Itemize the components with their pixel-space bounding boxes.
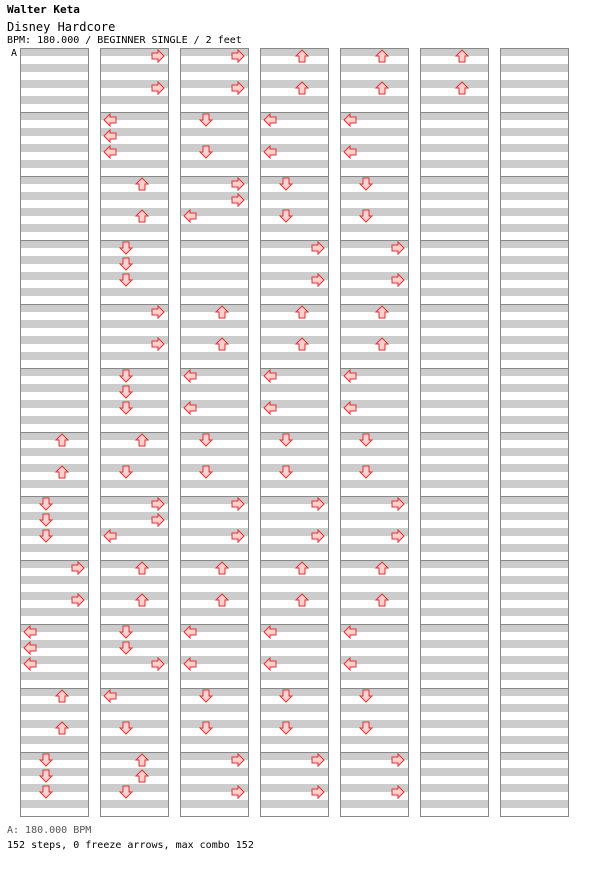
step-stats: 152 steps, 0 freeze arrows, max combo 152 — [7, 840, 254, 851]
measure — [20, 112, 89, 177]
measure — [260, 176, 329, 241]
measure — [420, 304, 489, 369]
measure — [20, 304, 89, 369]
measure — [100, 752, 169, 817]
bpm-legend: A: 180.000 BPM — [7, 825, 92, 836]
measure — [340, 240, 409, 305]
measure — [500, 624, 569, 689]
measure — [340, 624, 409, 689]
measure — [100, 496, 169, 561]
measure — [100, 304, 169, 369]
measure — [500, 240, 569, 305]
measure — [260, 368, 329, 433]
measure — [180, 688, 249, 753]
measure — [420, 432, 489, 497]
measure — [20, 176, 89, 241]
measure — [500, 48, 569, 113]
measure — [420, 48, 489, 113]
measure — [180, 752, 249, 817]
measure — [260, 688, 329, 753]
measure — [20, 752, 89, 817]
measure — [500, 176, 569, 241]
measure — [340, 368, 409, 433]
measure — [340, 48, 409, 113]
measure — [340, 304, 409, 369]
measure — [180, 48, 249, 113]
measure — [340, 112, 409, 177]
measure — [420, 752, 489, 817]
measure — [420, 688, 489, 753]
measure — [500, 560, 569, 625]
measure — [180, 368, 249, 433]
measure — [100, 624, 169, 689]
measure — [20, 240, 89, 305]
measure — [100, 240, 169, 305]
measure — [500, 688, 569, 753]
measure — [260, 48, 329, 113]
measure — [420, 176, 489, 241]
measure — [500, 752, 569, 817]
measure — [260, 560, 329, 625]
measure — [180, 240, 249, 305]
measure — [420, 496, 489, 561]
song-title: Disney Hardcore — [7, 20, 116, 34]
measure — [20, 432, 89, 497]
measure — [500, 112, 569, 177]
measure — [100, 176, 169, 241]
measure — [100, 560, 169, 625]
bpm-marker-label: A — [11, 48, 18, 59]
measure — [180, 624, 249, 689]
measure — [180, 432, 249, 497]
measure — [260, 432, 329, 497]
measure — [100, 112, 169, 177]
measure — [420, 112, 489, 177]
measure — [340, 560, 409, 625]
measure — [20, 368, 89, 433]
measure — [100, 48, 169, 113]
measure — [20, 688, 89, 753]
measure — [420, 240, 489, 305]
measure — [20, 48, 89, 113]
measure — [100, 432, 169, 497]
measure — [260, 752, 329, 817]
measure — [180, 112, 249, 177]
measure — [100, 688, 169, 753]
measure — [420, 624, 489, 689]
measure — [420, 368, 489, 433]
measure — [260, 304, 329, 369]
measure — [180, 496, 249, 561]
measure — [180, 304, 249, 369]
measure — [420, 560, 489, 625]
measure — [500, 496, 569, 561]
measure — [260, 496, 329, 561]
measure — [100, 368, 169, 433]
measure — [180, 560, 249, 625]
measure — [260, 112, 329, 177]
chart-info: BPM: 180.000 / BEGINNER SINGLE / 2 feet — [7, 35, 242, 46]
measure — [260, 624, 329, 689]
measure — [500, 304, 569, 369]
measure — [500, 432, 569, 497]
measure — [340, 688, 409, 753]
measure — [20, 496, 89, 561]
measure — [340, 496, 409, 561]
measure — [180, 176, 249, 241]
measure — [260, 240, 329, 305]
song-artist: Walter Keta — [7, 3, 80, 16]
measure — [20, 560, 89, 625]
measure — [340, 432, 409, 497]
measure — [340, 752, 409, 817]
measure — [20, 624, 89, 689]
measure — [340, 176, 409, 241]
measure — [500, 368, 569, 433]
